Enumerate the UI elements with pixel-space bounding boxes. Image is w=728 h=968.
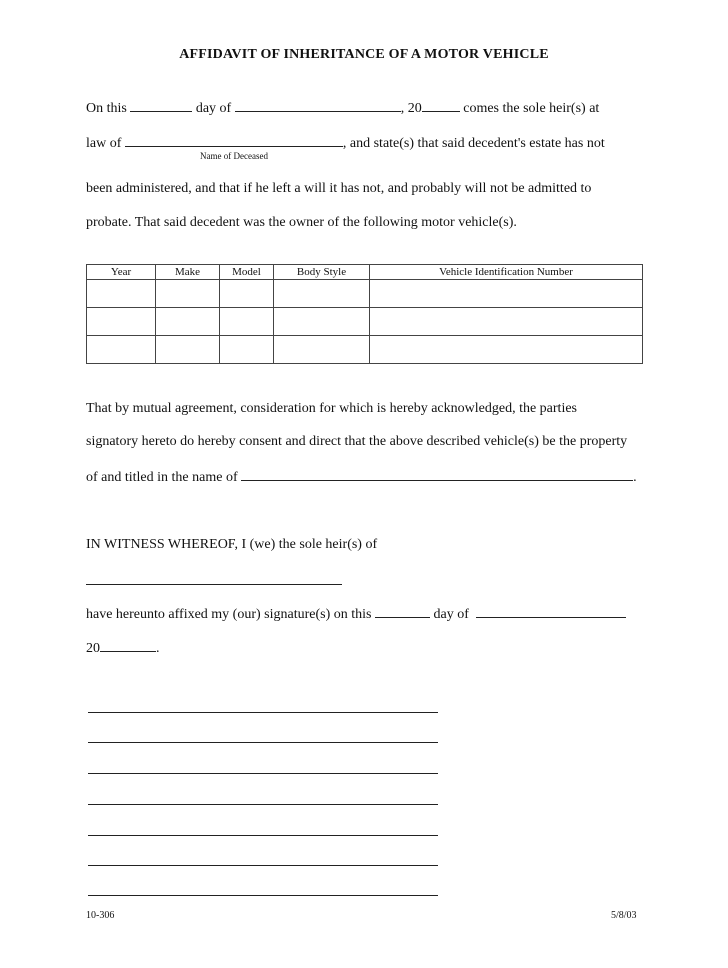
day-of-text: day of — [195, 101, 232, 116]
table-row — [87, 336, 643, 364]
cell-vin[interactable] — [370, 280, 643, 308]
vehicle-table-header — [87, 265, 643, 280]
affixed-text: have hereunto affixed my (our) signature(s) on this — [86, 607, 372, 622]
line-law-of — [86, 134, 605, 152]
on-this-text: On this — [86, 101, 127, 116]
form-date: 5/8/03 — [611, 910, 637, 921]
signature-line[interactable] — [88, 895, 438, 896]
witness-line-1: IN WITNESS WHEREOF, I (we) the sole heir(s) of — [86, 537, 378, 552]
witness-period: . — [156, 641, 160, 656]
cell-make[interactable] — [156, 336, 220, 364]
witness-year-prefix: 20 — [86, 641, 100, 656]
signature-line[interactable] — [88, 835, 438, 836]
cell-make[interactable] — [156, 308, 220, 336]
agreement-line-1: That by mutual agreement, consideration for which is hereby acknowledged, the parties — [86, 401, 577, 416]
table-row — [87, 280, 643, 308]
period-text: . — [633, 470, 637, 485]
titled-name-blank[interactable] — [241, 468, 633, 481]
header-body-style: Body Style — [274, 265, 370, 280]
law-of-text: law of — [86, 136, 122, 151]
document-title: AFFIDAVIT OF INHERITANCE OF A MOTOR VEHICLE — [179, 47, 549, 62]
form-number: 10-306 — [86, 910, 115, 921]
year-prefix-text: , 20 — [400, 101, 422, 116]
agreement-line-3 — [86, 468, 637, 486]
witness-line-3 — [86, 639, 160, 657]
witness-line-2 — [86, 605, 626, 623]
signature-line[interactable] — [88, 773, 438, 774]
cell-vin[interactable] — [370, 336, 643, 364]
header-model: Model — [220, 265, 274, 280]
month-blank[interactable] — [235, 99, 401, 112]
heir-name-blank[interactable] — [86, 584, 342, 585]
cell-make[interactable] — [156, 280, 220, 308]
probate-text: probate. That said decedent was the owner of the following motor vehicle(s). — [86, 215, 517, 230]
titled-in-name-text: of and titled in the name of — [86, 470, 238, 485]
cell-body-style[interactable] — [274, 308, 370, 336]
administered-text: been administered, and that if he left a will it has not, and probably will not be admitted to — [86, 181, 592, 196]
witness-day-blank[interactable] — [375, 605, 430, 618]
signature-line[interactable] — [88, 865, 438, 866]
signature-line[interactable] — [88, 712, 438, 713]
line-on-this — [86, 99, 599, 117]
state-text: , and state(s) that said decedent's estate has not — [342, 136, 605, 151]
deceased-name-blank[interactable] — [125, 134, 343, 147]
cell-body-style[interactable] — [274, 280, 370, 308]
cell-year[interactable] — [87, 308, 156, 336]
cell-vin[interactable] — [370, 308, 643, 336]
witness-month-blank[interactable] — [476, 605, 626, 618]
heirs-text: comes the sole heir(s) at — [463, 101, 600, 116]
cell-year[interactable] — [87, 280, 156, 308]
header-vin: Vehicle Identification Number — [370, 265, 643, 280]
table-row — [87, 308, 643, 336]
cell-body-style[interactable] — [274, 336, 370, 364]
cell-model[interactable] — [220, 308, 274, 336]
header-year: Year — [87, 265, 156, 280]
signature-line[interactable] — [88, 742, 438, 743]
header-make: Make — [156, 265, 220, 280]
name-of-deceased-caption: Name of Deceased — [200, 151, 268, 161]
vehicle-table — [86, 264, 643, 364]
cell-model[interactable] — [220, 336, 274, 364]
agreement-line-2: signatory hereto do hereby consent and direct that the above described vehicle(s) be the property — [86, 434, 628, 449]
year-blank[interactable] — [422, 99, 460, 112]
day-blank[interactable] — [130, 99, 192, 112]
cell-year[interactable] — [87, 336, 156, 364]
witness-day-of-text: day of — [433, 607, 469, 622]
cell-model[interactable] — [220, 280, 274, 308]
witness-year-blank[interactable] — [100, 639, 156, 652]
signature-line[interactable] — [88, 804, 438, 805]
